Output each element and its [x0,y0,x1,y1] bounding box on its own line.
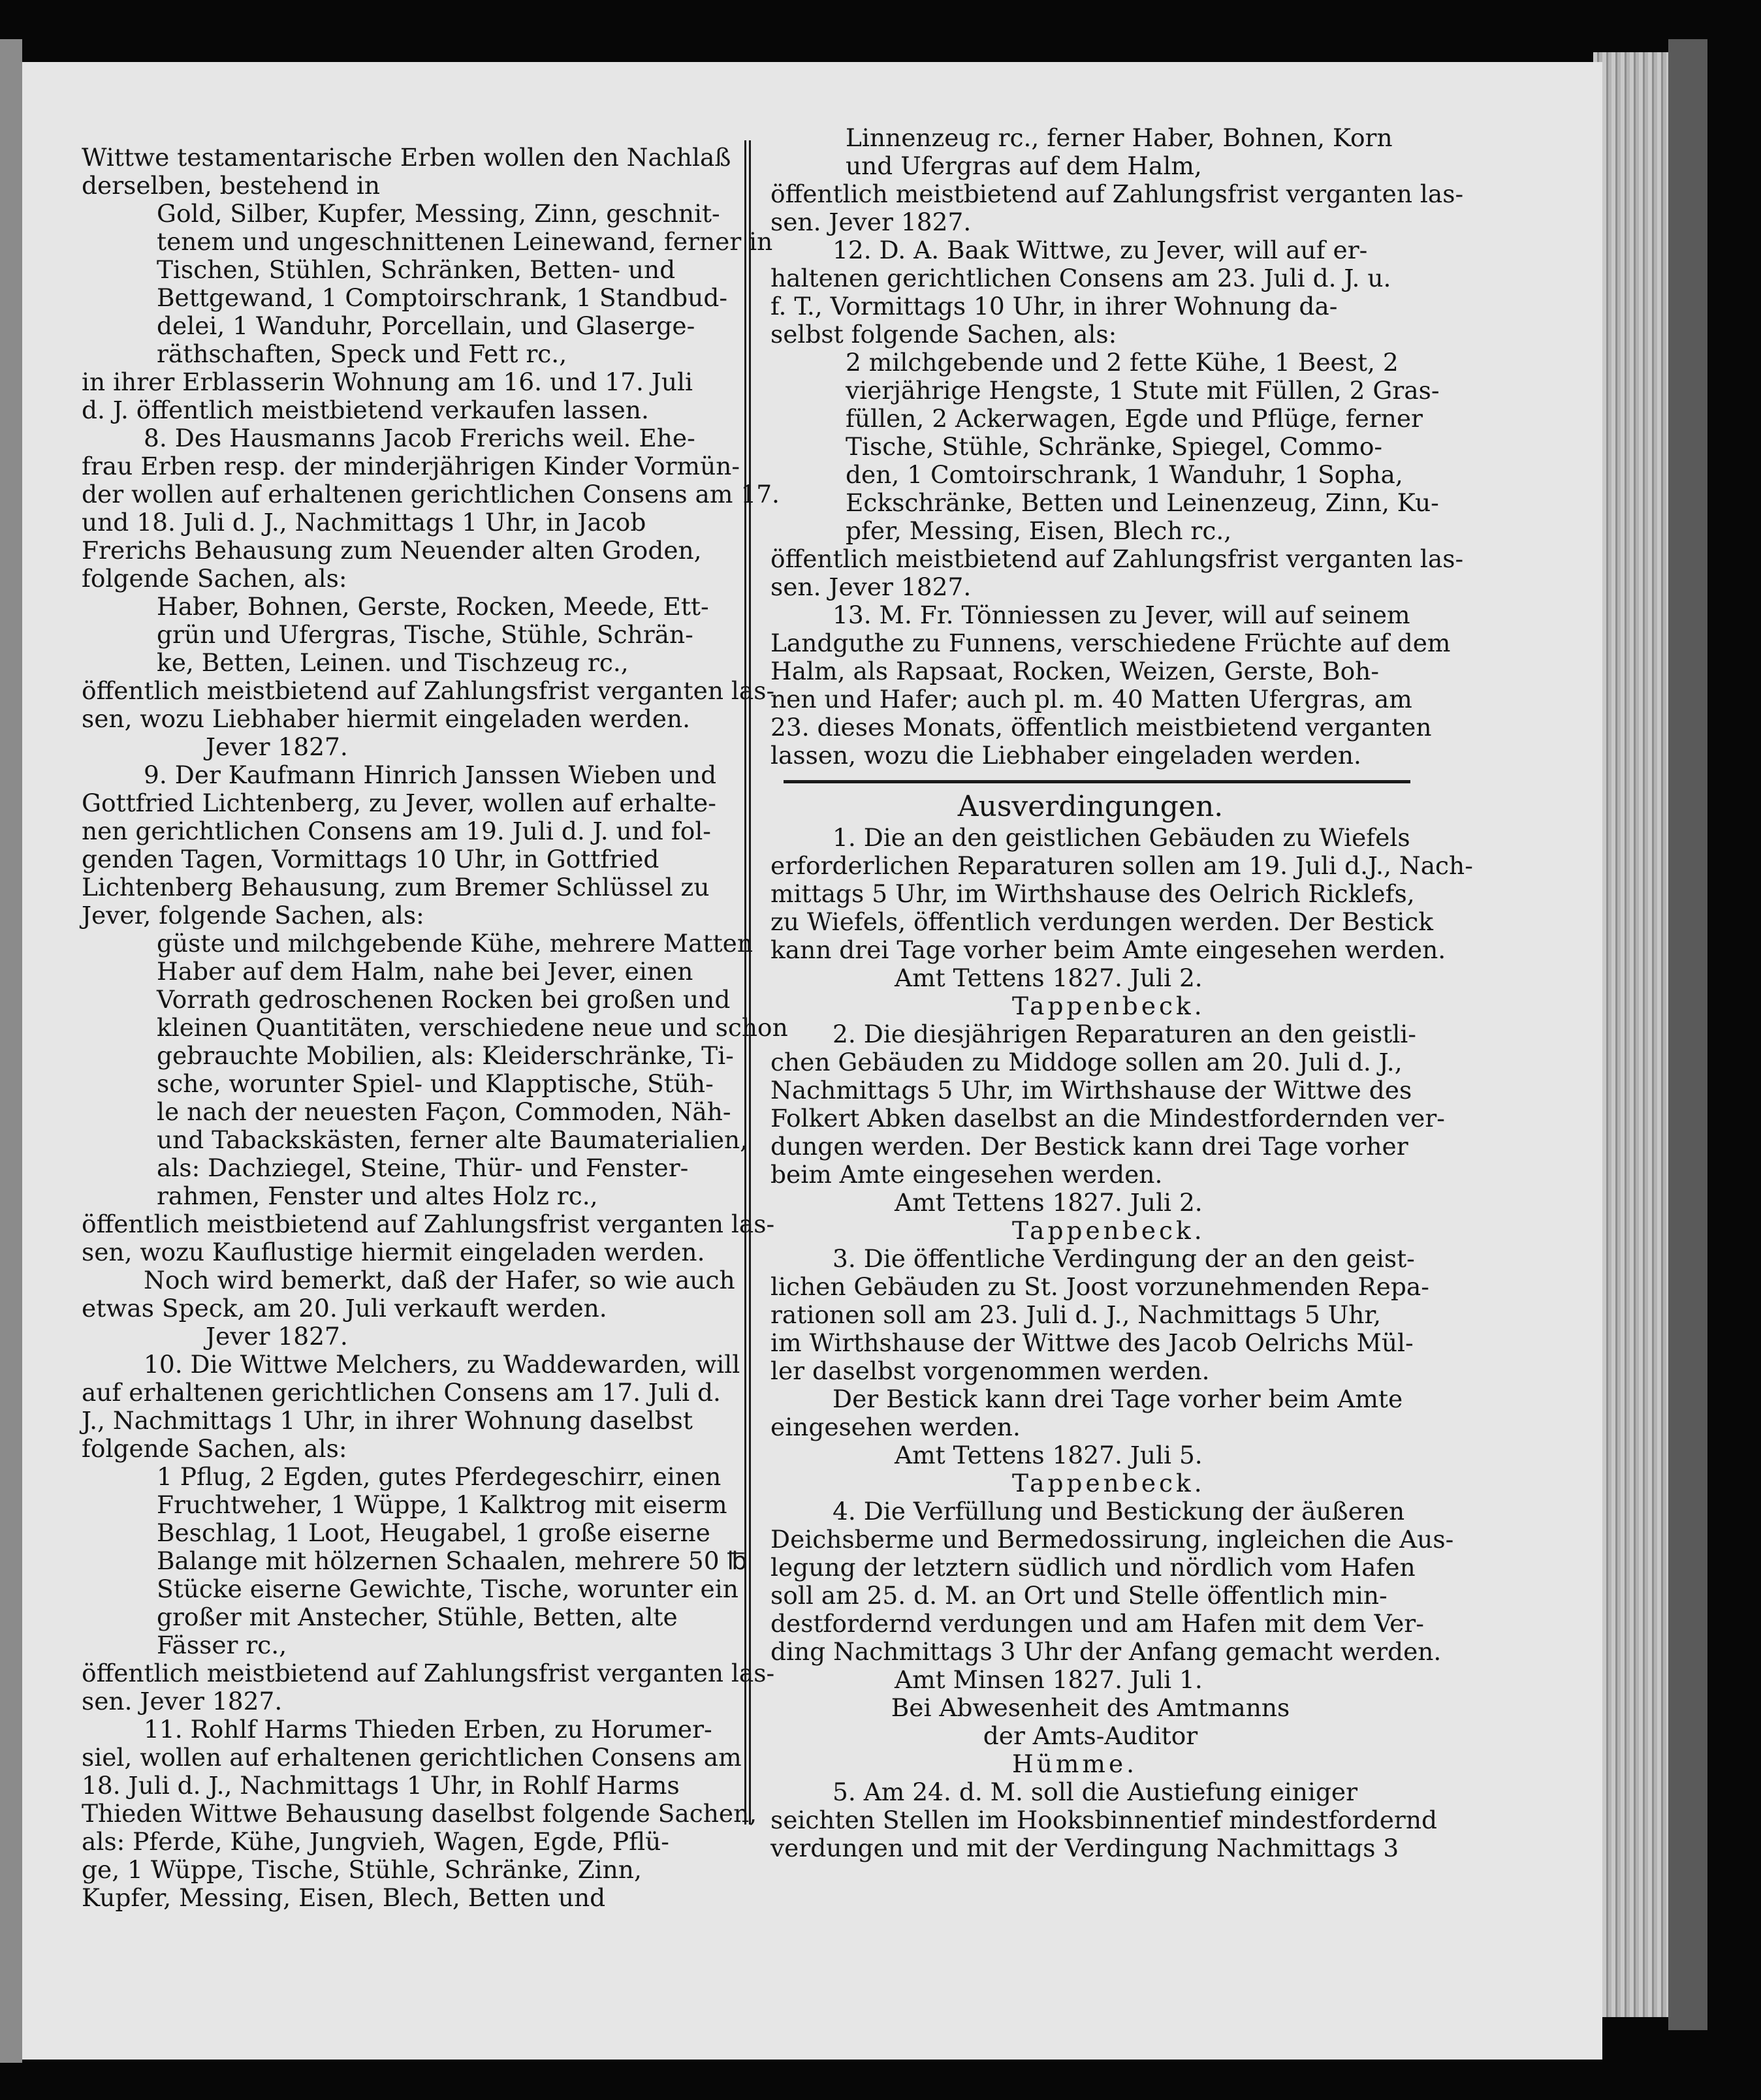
text-line: Tappenbeck. [1012,1469,1205,1497]
text-line: Noch wird bemerkt, daß der Hafer, so wie auch [144,1266,735,1294]
text-line: Fruchtweher, 1 Wüppe, 1 Kalktrog mit eiserm [157,1490,727,1519]
text-line: frau Erben resp. der minderjährigen Kinder Vormün- [82,452,740,480]
text-line: seichten Stellen im Hooksbinnentief mindestfordernd [770,1806,1437,1834]
text-line: Halm, als Rapsaat, Rocken, Weizen, Gerste, Boh- [770,657,1380,685]
text-line: als: Dachziegel, Steine, Thür- und Fenster- [157,1153,689,1182]
text-line: 23. dieses Monats, öffentlich meistbietend verganten [770,713,1432,742]
text-line: Jever, folgende Sachen, als: [82,901,424,930]
text-line: als: Pferde, Kühe, Jungvieh, Wagen, Egde, Pflü- [82,1827,669,1856]
text-line: Amt Tettens 1827. Juli 2. [895,964,1203,992]
text-line: 8. Des Hausmanns Jacob Frerichs weil. Ehe- [144,424,695,452]
text-line: lichen Gebäuden zu St. Joost vorzunehmenden Repa- [770,1272,1429,1301]
text-line: erforderlichen Reparaturen sollen am 19. Juli d.J., Nach- [770,851,1473,880]
text-line: Gottfried Lichtenberg, zu Jever, wollen auf erhalte- [82,789,716,817]
text-line: dungen werden. Der Bestick kann drei Tage vorher [770,1132,1408,1161]
right-column-bottom [770,823,1473,1862]
text-line: Balange mit hölzernen Schaalen, mehrere 50 ℔ [157,1546,748,1575]
section-heading: Ausverdingungen. [957,790,1224,823]
text-line: rationen soll am 23. Juli d. J., Nachmittags 5 Uhr, [770,1300,1382,1329]
text-line: 2. Die diesjährigen Reparaturen an den geistli- [833,1020,1416,1048]
text-line: Hümme. [1012,1749,1138,1778]
text-line: nen und Hafer; auch pl. m. 40 Matten Ufergras, am [770,685,1412,713]
text-line: Folkert Abken daselbst an die Mindestfordernden ver- [770,1104,1445,1133]
text-line: Tappenbeck. [1012,992,1205,1020]
text-line: Tische, Stühle, Schränke, Spiegel, Commo- [846,432,1383,461]
text-line: derselben, bestehend in [82,171,381,200]
text-line: f. T., Vormittags 10 Uhr, in ihrer Wohnung da- [770,292,1338,321]
text-line: öffentlich meistbietend auf Zahlungsfrist verganten las- [82,676,775,705]
text-line: sche, worunter Spiel- und Klapptische, Stüh- [157,1069,714,1098]
text-line: der Amts-Auditor [983,1721,1198,1750]
text-line: folgende Sachen, als: [82,1434,347,1463]
text-line: und 18. Juli d. J., Nachmittags 1 Uhr, in Jacob [82,508,646,537]
text-line: mittags 5 Uhr, im Wirthshause des Oelrich Ricklefs, [770,879,1415,908]
text-line: 12. D. A. Baak Wittwe, zu Jever, will auf er- [833,236,1368,264]
text-line: destfordernd verdungen und am Hafen mit dem Ver- [770,1609,1424,1638]
text-line: Tischen, Stühlen, Schränken, Betten- und [157,255,676,284]
text-line: selbst folgende Sachen, als: [770,320,1117,349]
text-line: der wollen auf erhaltenen gerichtlichen Consens am 17. [82,480,780,509]
text-line: 10. Die Wittwe Melchers, zu Waddewarden, will [144,1350,740,1379]
text-line: soll am 25. d. M. an Ort und Stelle öffentlich min- [770,1581,1388,1610]
text-line: Linnenzeug rc., ferner Haber, Bohnen, Korn [846,123,1393,152]
text-line: Wittwe testamentarische Erben wollen den Nachlaß [82,143,731,172]
text-line: Eckschränke, Betten und Leinenzeug, Zinn, Ku- [846,488,1439,517]
text-line: ding Nachmittags 3 Uhr der Anfang gemacht werden. [770,1637,1442,1666]
text-line: sen, wozu Kauflustige hiermit eingeladen werden. [82,1238,705,1266]
left-column [82,143,788,1912]
text-line: güste und milchgebende Kühe, mehrere Matten [157,929,754,958]
section-rule [784,780,1410,783]
text-line: öffentlich meistbietend auf Zahlungsfrist verganten las- [82,1210,775,1238]
text-line: eingesehen werden. [770,1413,1021,1441]
text-line: 18. Juli d. J., Nachmittags 1 Uhr, in Rohlf Harms [82,1771,680,1800]
text-line: beim Amte eingesehen werden. [770,1160,1163,1189]
text-line: Lichtenberg Behausung, zum Bremer Schlüssel zu [82,873,710,901]
text-line: Frerichs Behausung zum Neuender alten Groden, [82,536,702,565]
text-line: zu Wiefels, öffentlich verdungen werden. Der Bestick [770,907,1433,936]
text-line: siel, wollen auf erhaltenen gerichtlichen Consens am [82,1743,742,1772]
text-line: kann drei Tage vorher beim Amte eingesehen werden. [770,935,1446,964]
text-line: 5. Am 24. d. M. soll die Austiefung einiger [833,1778,1358,1806]
text-line: 3. Die öffentliche Verdingung der an den geist- [833,1244,1415,1273]
facing-page-edge [0,39,22,2063]
text-line: sen, wozu Liebhaber hiermit eingeladen werden. [82,704,691,733]
text-line: öffentlich meistbietend auf Zahlungsfrist verganten las- [770,180,1464,208]
text-line: Haber auf dem Halm, nahe bei Jever, einen [157,957,693,986]
page-stack-edge [1593,52,1678,2017]
text-line: sen. Jever 1827. [770,208,972,236]
text-line: Haber, Bohnen, Gerste, Rocken, Meede, Ett- [157,592,709,621]
text-line: den, 1 Comtoirschrank, 1 Wanduhr, 1 Sopha, [846,460,1403,489]
text-line: 9. Der Kaufmann Hinrich Janssen Wieben und [144,760,717,789]
text-line: Bei Abwesenheit des Amtmanns [891,1693,1290,1722]
text-line: 11. Rohlf Harms Thieden Erben, zu Horumer- [144,1715,712,1744]
text-line: räthschaften, Speck und Fett rc., [157,339,567,368]
text-line: füllen, 2 Ackerwagen, Egde und Pflüge, ferner [846,404,1423,433]
text-line: Gold, Silber, Kupfer, Messing, Zinn, geschnit- [157,199,720,228]
text-line: und Tabackskästen, ferner alte Baumaterialien, [157,1125,748,1154]
text-line: 4. Die Verfüllung und Bestickung der äußeren [833,1497,1405,1526]
text-line: Der Bestick kann drei Tage vorher beim Amte [833,1385,1403,1413]
text-line: Kupfer, Messing, Eisen, Blech, Betten und [82,1883,606,1912]
text-line: kleinen Quantitäten, verschiedene neue und schon [157,1013,788,1042]
text-line: le nach der neuesten Façon, Commoden, Näh- [157,1097,731,1126]
text-line: legung der letztern südlich und nördlich vom Hafen [770,1553,1416,1582]
text-line: tenem und ungeschnittenen Leinewand, ferner in [157,227,773,256]
text-line: rahmen, Fenster und altes Holz rc., [157,1182,598,1210]
text-line: 13. M. Fr. Tönniessen zu Jever, will auf seinem [833,601,1410,629]
text-line: ke, Betten, Leinen. und Tischzeug rc., [157,648,629,677]
text-line: Nachmittags 5 Uhr, im Wirthshause der Wittwe des [770,1076,1412,1105]
right-column [770,123,1473,1862]
text-line: sen. Jever 1827. [82,1687,283,1716]
text-line: ge, 1 Wüppe, Tische, Stühle, Schränke, Zinn, [82,1855,642,1884]
text-line: haltenen gerichtlichen Consens am 23. Juli d. J. u. [770,264,1391,292]
text-line: verdungen und mit der Verdingung Nachmittags 3 [770,1834,1399,1862]
text-line: auf erhaltenen gerichtlichen Consens am 17. Juli d. [82,1378,721,1407]
text-line: etwas Speck, am 20. Juli verkauft werden. [82,1294,607,1323]
text-line: grün und Ufergras, Tische, Stühle, Schrän- [157,620,693,649]
text-line: Deichsberme und Bermedossirung, ingleichen die Aus- [770,1525,1454,1554]
book-spine-shadow [1668,39,1707,2030]
text-line: Jever 1827. [206,732,348,761]
text-line: gebrauchte Mobilien, als: Kleiderschränke, Ti- [157,1041,734,1070]
text-line: 2 milchgebende und 2 fette Kühe, 1 Beest, 2 [846,348,1399,377]
text-line: Tappenbeck. [1012,1216,1205,1245]
text-line: delei, 1 Wanduhr, Porcellain, und Glaserge- [157,311,695,340]
text-line: Fässer rc., [157,1631,287,1659]
text-line: öffentlich meistbietend auf Zahlungsfrist verganten las- [770,544,1464,573]
text-line: genden Tagen, Vormittags 10 Uhr, in Gottfried [82,845,659,873]
text-line: nen gerichtlichen Consens am 19. Juli d. J. und fol- [82,817,711,845]
text-line: ler daselbst vorgenommen werden. [770,1356,1210,1385]
text-line: sen. Jever 1827. [770,572,972,601]
text-line: Beschlag, 1 Loot, Heugabel, 1 große eiserne [157,1518,710,1547]
text-line: folgende Sachen, als: [82,564,347,593]
text-line: Landguthe zu Funnens, verschiedene Früchte auf dem [770,629,1451,657]
text-line: Jever 1827. [206,1322,348,1351]
text-line: Thieden Wittwe Behausung daselbst folgende Sachen, [82,1799,757,1828]
text-line: Vorrath gedroschenen Rocken bei großen und [157,985,731,1014]
text-line: und Ufergras auf dem Halm, [846,151,1202,180]
text-line: Amt Tettens 1827. Juli 2. [895,1188,1203,1217]
text-line: öffentlich meistbietend auf Zahlungsfrist verganten las- [82,1659,775,1687]
text-line: Amt Minsen 1827. Juli 1. [895,1665,1203,1694]
text-line: 1. Die an den geistlichen Gebäuden zu Wiefels [833,823,1410,852]
right-column-top [770,123,1464,770]
text-line: in ihrer Erblasserin Wohnung am 16. und 17. Juli [82,368,693,396]
text-line: Amt Tettens 1827. Juli 5. [895,1441,1203,1469]
text-line: d. J. öffentlich meistbietend verkaufen lassen. [82,396,649,424]
text-line: chen Gebäuden zu Middoge sollen am 20. Juli d. J., [770,1048,1403,1076]
text-line: 1 Pflug, 2 Egden, gutes Pferdegeschirr, einen [157,1462,722,1491]
text-line: großer mit Anstecher, Stühle, Betten, alte [157,1603,678,1631]
text-line: Stücke eiserne Gewichte, Tische, worunter ein [157,1575,738,1603]
text-line: im Wirthshause der Wittwe des Jacob Oelrichs Mül- [770,1328,1414,1357]
text-line: lassen, wozu die Liebhaber eingeladen werden. [770,741,1361,770]
text-line: Bettgewand, 1 Comptoirschrank, 1 Standbud- [157,283,727,312]
text-line: pfer, Messing, Eisen, Blech rc., [846,516,1232,545]
text-line: J., Nachmittags 1 Uhr, in ihrer Wohnung daselbst [82,1406,693,1435]
text-line: vierjährige Hengste, 1 Stute mit Füllen, 2 Gras- [846,376,1440,405]
